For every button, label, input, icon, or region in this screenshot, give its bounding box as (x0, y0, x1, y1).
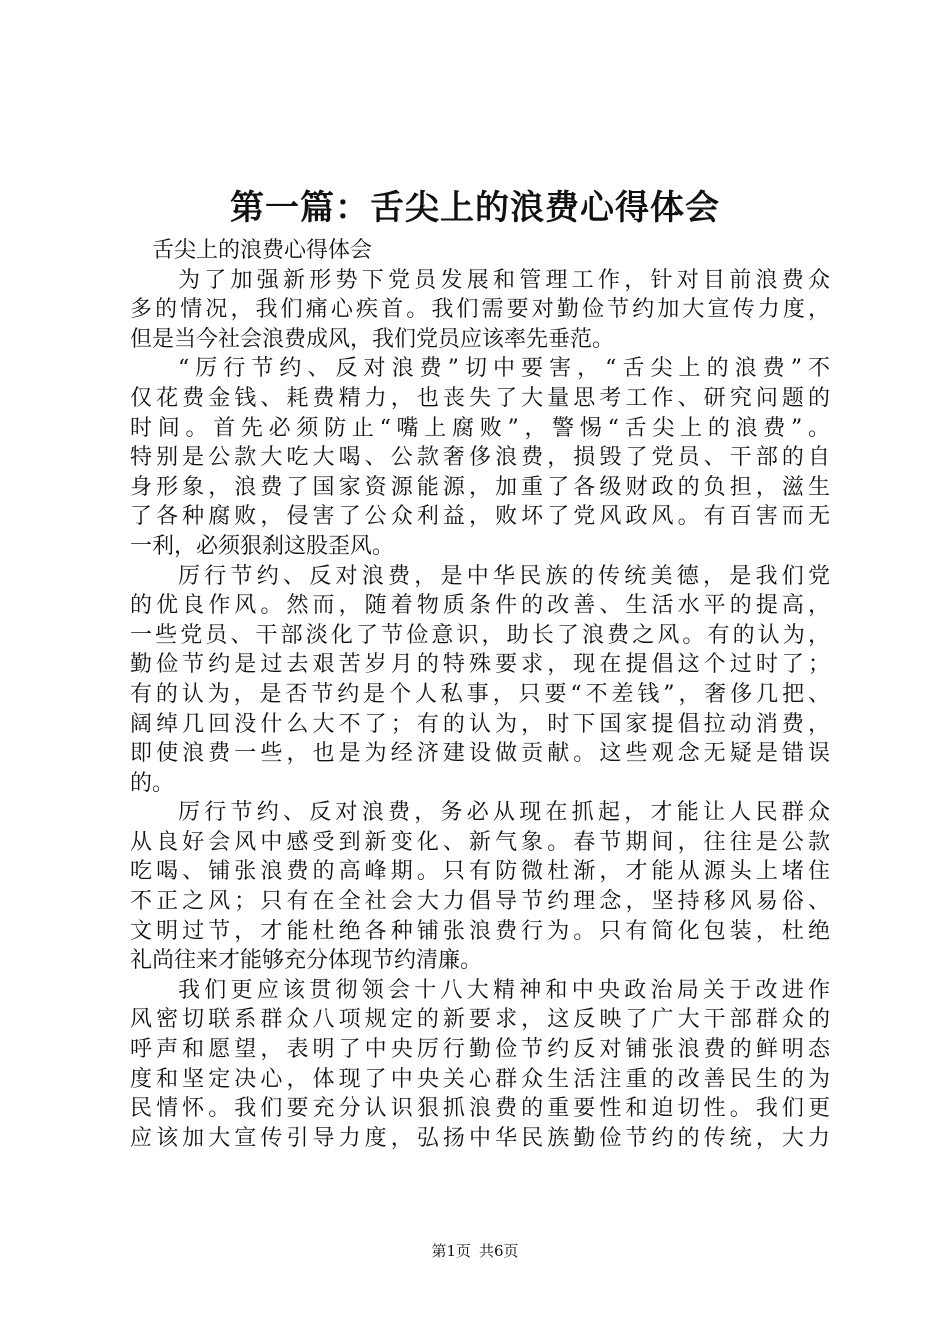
page-footer (0, 1240, 950, 1262)
text-line: “厉行节约、反对浪费”切中要害，“舌尖上的浪费”不 (178, 356, 830, 382)
text-line: 厉行节约、反对浪费，是中华民族的传统美德，是我们党 (178, 563, 830, 589)
text-line: 从良好会风中感受到新变化、新气象。春节期间，往往是公款 (130, 829, 830, 855)
text-line: 有的认为，是否节约是个人私事，只要“不差钱”，奢侈几把、 (130, 681, 830, 707)
text-line: 为了加强新形势下党员发展和管理工作，针对目前浪费众 (178, 267, 830, 293)
page-number: 第1页 (431, 1242, 471, 1260)
text-line: 呼声和愿望，表明了中央厉行勤俭节约反对铺张浪费的鲜明态 (130, 1037, 830, 1063)
document-title: 第一篇：舌尖上的浪费心得体会 (230, 188, 720, 228)
text-line: 特别是公款大吃大喝、公款奢侈浪费，损毁了党员、干部的自 (130, 445, 830, 471)
text-line: 阔绰几回没什么大不了；有的认为，时下国家提倡拉动消费， (130, 711, 830, 737)
text-line: 风密切联系群众八项规定的新要求，这反映了广大干部群众的 (130, 1007, 830, 1033)
text-line: 吃喝、铺张浪费的高峰期。只有防微杜渐，才能从源头上堵住 (130, 859, 830, 885)
text-line: 不正之风；只有在全社会大力倡导节约理念，坚持移风易俗、 (130, 889, 830, 915)
text-line: 了各种腐败，侵害了公众利益，败坏了党风政风。有百害而无 (130, 504, 830, 530)
text-line: 身形象，浪费了国家资源能源，加重了各级财政的负担，滋生 (130, 474, 830, 500)
text-line: 度和坚定决心，体现了中央关心群众生活注重的改善民生的为 (130, 1066, 830, 1092)
text-line: 文明过节，才能杜绝各种铺张浪费行为。只有简化包装，杜绝 (130, 918, 830, 944)
text-line: 多的情况，我们痛心疾首。我们需要对勤俭节约加大宣传力度， (130, 297, 830, 323)
subheading: 舌尖上的浪费心得体会 (152, 238, 373, 263)
text-line: 的。 (130, 770, 175, 796)
page-total: 共6页 (479, 1242, 519, 1260)
text-line: 应该加大宣传引导力度，弘扬中华民族勤俭节约的传统，大力 (130, 1125, 830, 1151)
text-line: 一利，必须狠刹这股歪风。 (130, 533, 395, 559)
text-line: 一些党员、干部淡化了节俭意识，助长了浪费之风。有的认为， (130, 622, 830, 648)
document-body (130, 236, 830, 1153)
text-line: 我们更应该贯彻领会十八大精神和中央政治局关于改进作 (178, 977, 830, 1003)
text-line: 时间。首先必须防止“嘴上腐败”，警惕“舌尖上的浪费”。 (130, 415, 830, 441)
text-line: 但是当今社会浪费成风，我们党员应该率先垂范。 (130, 326, 615, 352)
text-line: 仅花费金钱、耗费精力，也丧失了大量思考工作、研究问题的 (130, 385, 830, 411)
text-line: 礼尚往来才能够充分体现节约清廉。 (130, 948, 483, 974)
text-line: 厉行节约、反对浪费，务必从现在抓起，才能让人民群众 (178, 800, 830, 826)
text-line: 勤俭节约是过去艰苦岁月的特殊要求，现在提倡这个过时了； (130, 652, 830, 678)
text-line: 的优良作风。然而，随着物质条件的改善、生活水平的提高， (130, 593, 830, 619)
text-line: 民情怀。我们要充分认识狠抓浪费的重要性和迫切性。我们更 (130, 1096, 830, 1122)
text-line: 即使浪费一些，也是为经济建设做贡献。这些观念无疑是错误 (130, 741, 830, 767)
